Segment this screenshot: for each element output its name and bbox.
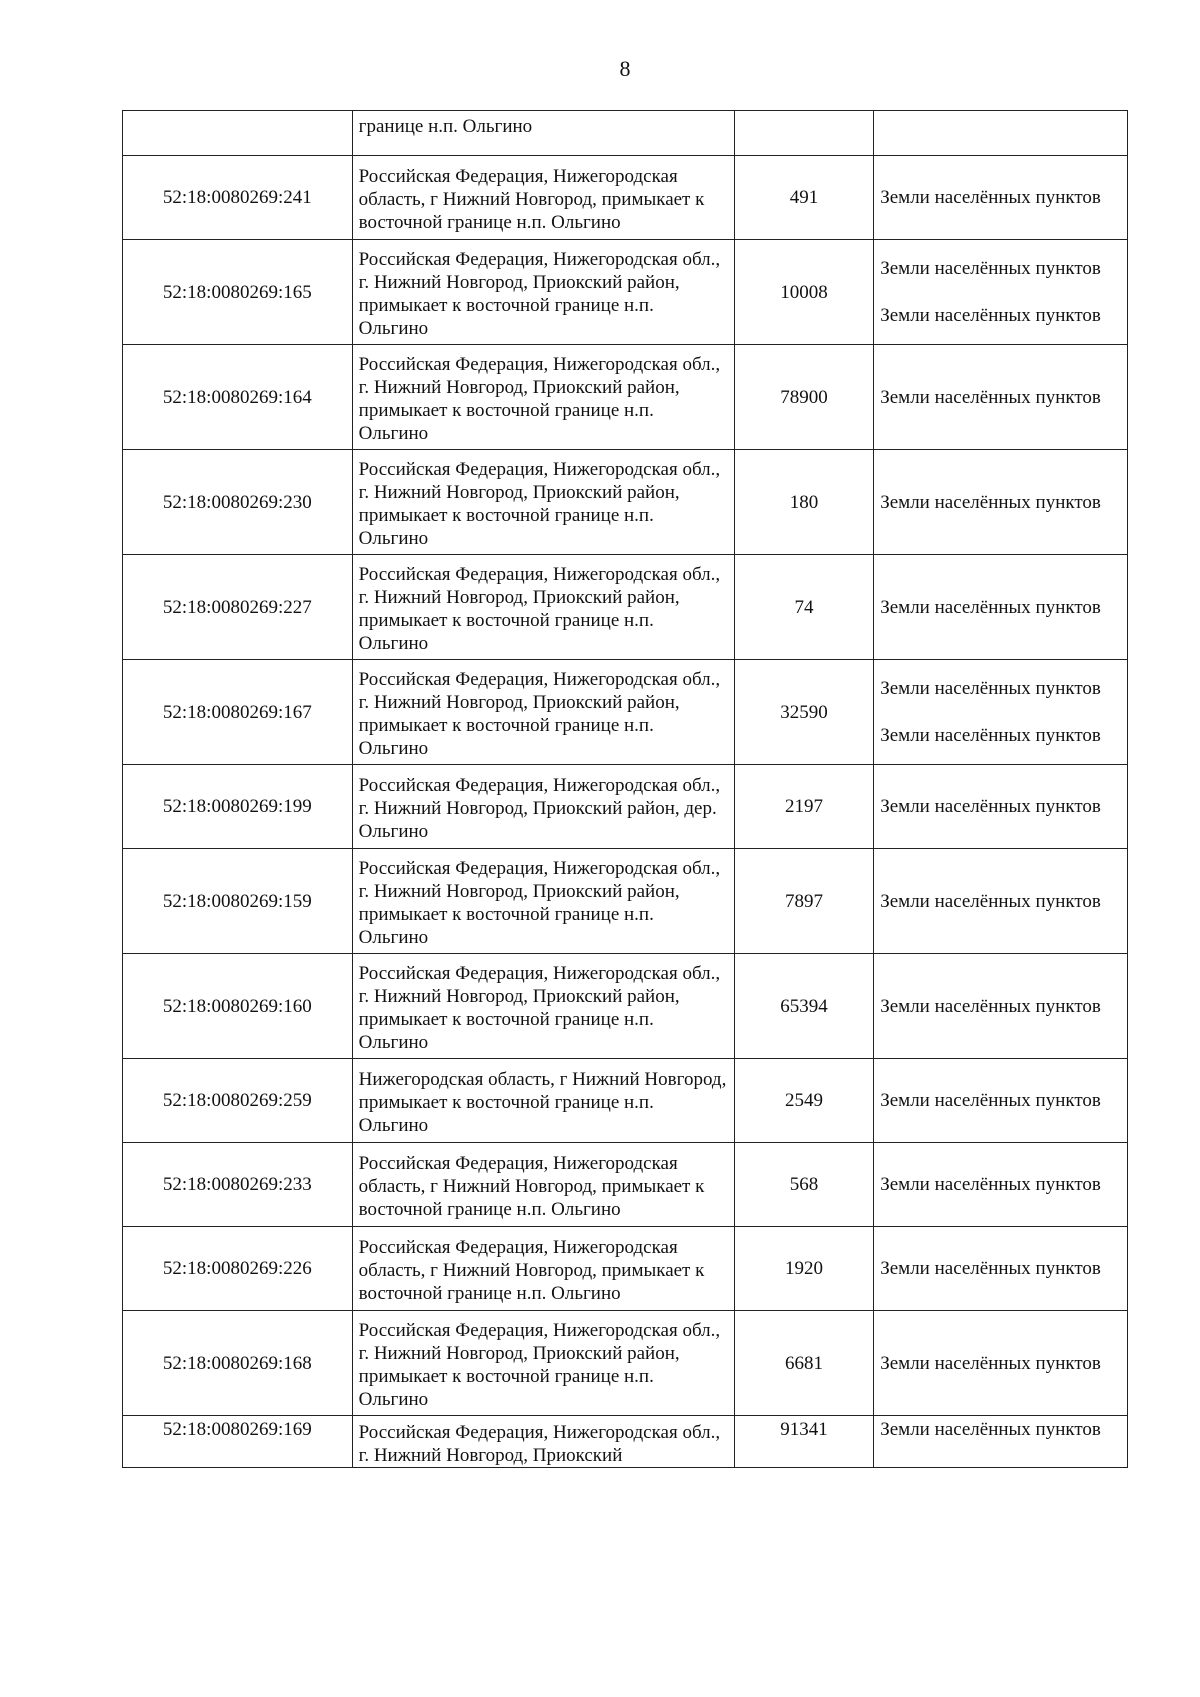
address-text: Российская Федерация, Нижегородская обл., г. Нижний Новгород, Приокский район, примыкает к восточной границе н.п. Ольгино xyxy=(358,563,721,654)
table-row xyxy=(123,849,1128,954)
page-number: 8 xyxy=(619,56,631,81)
address xyxy=(352,240,734,345)
land-category-text: Земли населённых пунктов xyxy=(880,596,1101,618)
land-category xyxy=(874,660,1128,765)
table-row xyxy=(123,1059,1128,1143)
land-category xyxy=(874,555,1128,660)
table-row xyxy=(123,1311,1128,1416)
address-text: Российская Федерация, Нижегородская область, г Нижний Новгород, примыкает к восточной границе н.п. Ольгино xyxy=(358,1236,705,1304)
address xyxy=(352,156,734,240)
table-row xyxy=(123,156,1128,240)
land-category-text: Земли населённых пунктов xyxy=(880,995,1101,1017)
table-row xyxy=(123,240,1128,345)
cadastral-number: 52:18:0080269:199 xyxy=(123,765,353,849)
area-value: 2197 xyxy=(734,765,873,849)
address-text: Российская Федерация, Нижегородская область, г Нижний Новгород, примыкает к восточной границе н.п. Ольгино xyxy=(358,1152,705,1220)
address-text: Нижегородская область, г Нижний Новгород, примыкает к восточной границе н.п. Ольгино xyxy=(358,1068,727,1136)
parcels-table xyxy=(122,110,1128,1468)
land-category-text: Земли населённых пунктов xyxy=(880,305,1101,326)
land-category xyxy=(874,1059,1128,1143)
address xyxy=(352,954,734,1059)
cadastral-number xyxy=(123,111,353,156)
land-category xyxy=(874,765,1128,849)
table-row xyxy=(123,450,1128,555)
land-category xyxy=(874,1227,1128,1311)
land-category-text: Земли населённых пунктов xyxy=(880,1352,1101,1374)
address xyxy=(352,1227,734,1311)
land-category xyxy=(874,849,1128,954)
table-row xyxy=(123,1227,1128,1311)
address-text: Российская Федерация, Нижегородская обл., г. Нижний Новгород, Приокский район, примыкает к восточной границе н.п. Ольгино xyxy=(358,458,721,549)
cadastral-number: 52:18:0080269:169 xyxy=(123,1416,353,1468)
address-text: Российская Федерация, Нижегородская обл., г. Нижний Новгород, Приокский район, примыкает к восточной границе н.п. Ольгино xyxy=(358,962,721,1053)
address xyxy=(352,1143,734,1227)
area-value: 32590 xyxy=(734,660,873,765)
address xyxy=(352,345,734,450)
land-category xyxy=(874,156,1128,240)
address-text: Российская Федерация, Нижегородская обл., г. Нижний Новгород, Приокский район, примыкает к восточной границе н.п. Ольгино xyxy=(358,668,721,759)
address xyxy=(352,849,734,954)
cadastral-number: 52:18:0080269:164 xyxy=(123,345,353,450)
address-text: границе н.п. Ольгино xyxy=(358,116,533,137)
address xyxy=(352,1059,734,1143)
address xyxy=(352,1311,734,1416)
area-value: 65394 xyxy=(734,954,873,1059)
area-value: 491 xyxy=(734,156,873,240)
area-value: 7897 xyxy=(734,849,873,954)
cadastral-number: 52:18:0080269:230 xyxy=(123,450,353,555)
table-body xyxy=(123,111,1128,1468)
table-row xyxy=(123,954,1128,1059)
address-text: Российская Федерация, Нижегородская обл., г. Нижний Новгород, Приокский xyxy=(358,1422,721,1466)
land-category-text: Земли населённых пунктов xyxy=(880,890,1101,912)
address-text: Российская Федерация, Нижегородская обл., г. Нижний Новгород, Приокский район, примыкает к восточной границе н.п. Ольгино xyxy=(358,857,721,948)
address xyxy=(352,450,734,555)
table-row xyxy=(123,1143,1128,1227)
cadastral-number: 52:18:0080269:160 xyxy=(123,954,353,1059)
land-category-text: Земли населённых пунктов xyxy=(880,491,1101,513)
land-category xyxy=(874,1143,1128,1227)
land-category-text: Земли населённых пунктов xyxy=(880,1090,1101,1111)
cadastral-number: 52:18:0080269:241 xyxy=(123,156,353,240)
land-category-text: Земли населённых пунктов xyxy=(880,187,1101,208)
land-category-text: Земли населённых пунктов xyxy=(880,386,1101,408)
area-value: 2549 xyxy=(734,1059,873,1143)
land-category-text: Земли населённых пунктов xyxy=(880,1419,1101,1440)
address xyxy=(352,1416,734,1468)
land-category-text: Земли населённых пунктов xyxy=(880,1258,1101,1279)
land-category-text: Земли населённых пунктов xyxy=(880,1174,1101,1195)
table-row xyxy=(123,555,1128,660)
address-text: Российская Федерация, Нижегородская обл., г. Нижний Новгород, Приокский район, примыкает к восточной границе н.п. Ольгино xyxy=(358,353,721,444)
area-value: 10008 xyxy=(734,240,873,345)
table-row xyxy=(123,1416,1128,1468)
cadastral-number: 52:18:0080269:159 xyxy=(123,849,353,954)
land-category-text: Земли населённых пунктов xyxy=(880,258,1101,279)
table-row xyxy=(123,345,1128,450)
area-value: 568 xyxy=(734,1143,873,1227)
cadastral-number: 52:18:0080269:259 xyxy=(123,1059,353,1143)
address xyxy=(352,660,734,765)
land-category xyxy=(874,954,1128,1059)
land-category xyxy=(874,345,1128,450)
land-category-text: Земли населённых пунктов xyxy=(880,678,1101,699)
area-value xyxy=(734,111,873,156)
address-text: Российская Федерация, Нижегородская обл., г. Нижний Новгород, Приокский район, примыкает к восточной границе н.п. Ольгино xyxy=(358,1319,721,1410)
cadastral-number: 52:18:0080269:233 xyxy=(123,1143,353,1227)
address xyxy=(352,111,734,156)
cadastral-number: 52:18:0080269:226 xyxy=(123,1227,353,1311)
area-value: 1920 xyxy=(734,1227,873,1311)
land-category xyxy=(874,1416,1128,1468)
cadastral-number: 52:18:0080269:165 xyxy=(123,240,353,345)
land-category xyxy=(874,450,1128,555)
area-value: 180 xyxy=(734,450,873,555)
area-value: 74 xyxy=(734,555,873,660)
cadastral-number: 52:18:0080269:168 xyxy=(123,1311,353,1416)
address xyxy=(352,765,734,849)
cadastral-number: 52:18:0080269:167 xyxy=(123,660,353,765)
address xyxy=(352,555,734,660)
table-row xyxy=(123,111,1128,156)
address-text: Российская Федерация, Нижегородская область, г Нижний Новгород, примыкает к восточной границе н.п. Ольгино xyxy=(358,165,705,233)
address-text: Российская Федерация, Нижегородская обл., г. Нижний Новгород, Приокский район, дер. Ольгино xyxy=(358,774,721,842)
table-row xyxy=(123,765,1128,849)
land-category xyxy=(874,1311,1128,1416)
cadastral-number: 52:18:0080269:227 xyxy=(123,555,353,660)
area-value: 78900 xyxy=(734,345,873,450)
land-category xyxy=(874,240,1128,345)
area-value: 6681 xyxy=(734,1311,873,1416)
address-text: Российская Федерация, Нижегородская обл., г. Нижний Новгород, Приокский район, примыкает к восточной границе н.п. Ольгино xyxy=(358,248,721,339)
land-category-text: Земли населённых пунктов xyxy=(880,796,1101,817)
table-row xyxy=(123,660,1128,765)
area-value: 91341 xyxy=(734,1416,873,1468)
land-category xyxy=(874,111,1128,156)
land-category-text: Земли населённых пунктов xyxy=(880,725,1101,746)
